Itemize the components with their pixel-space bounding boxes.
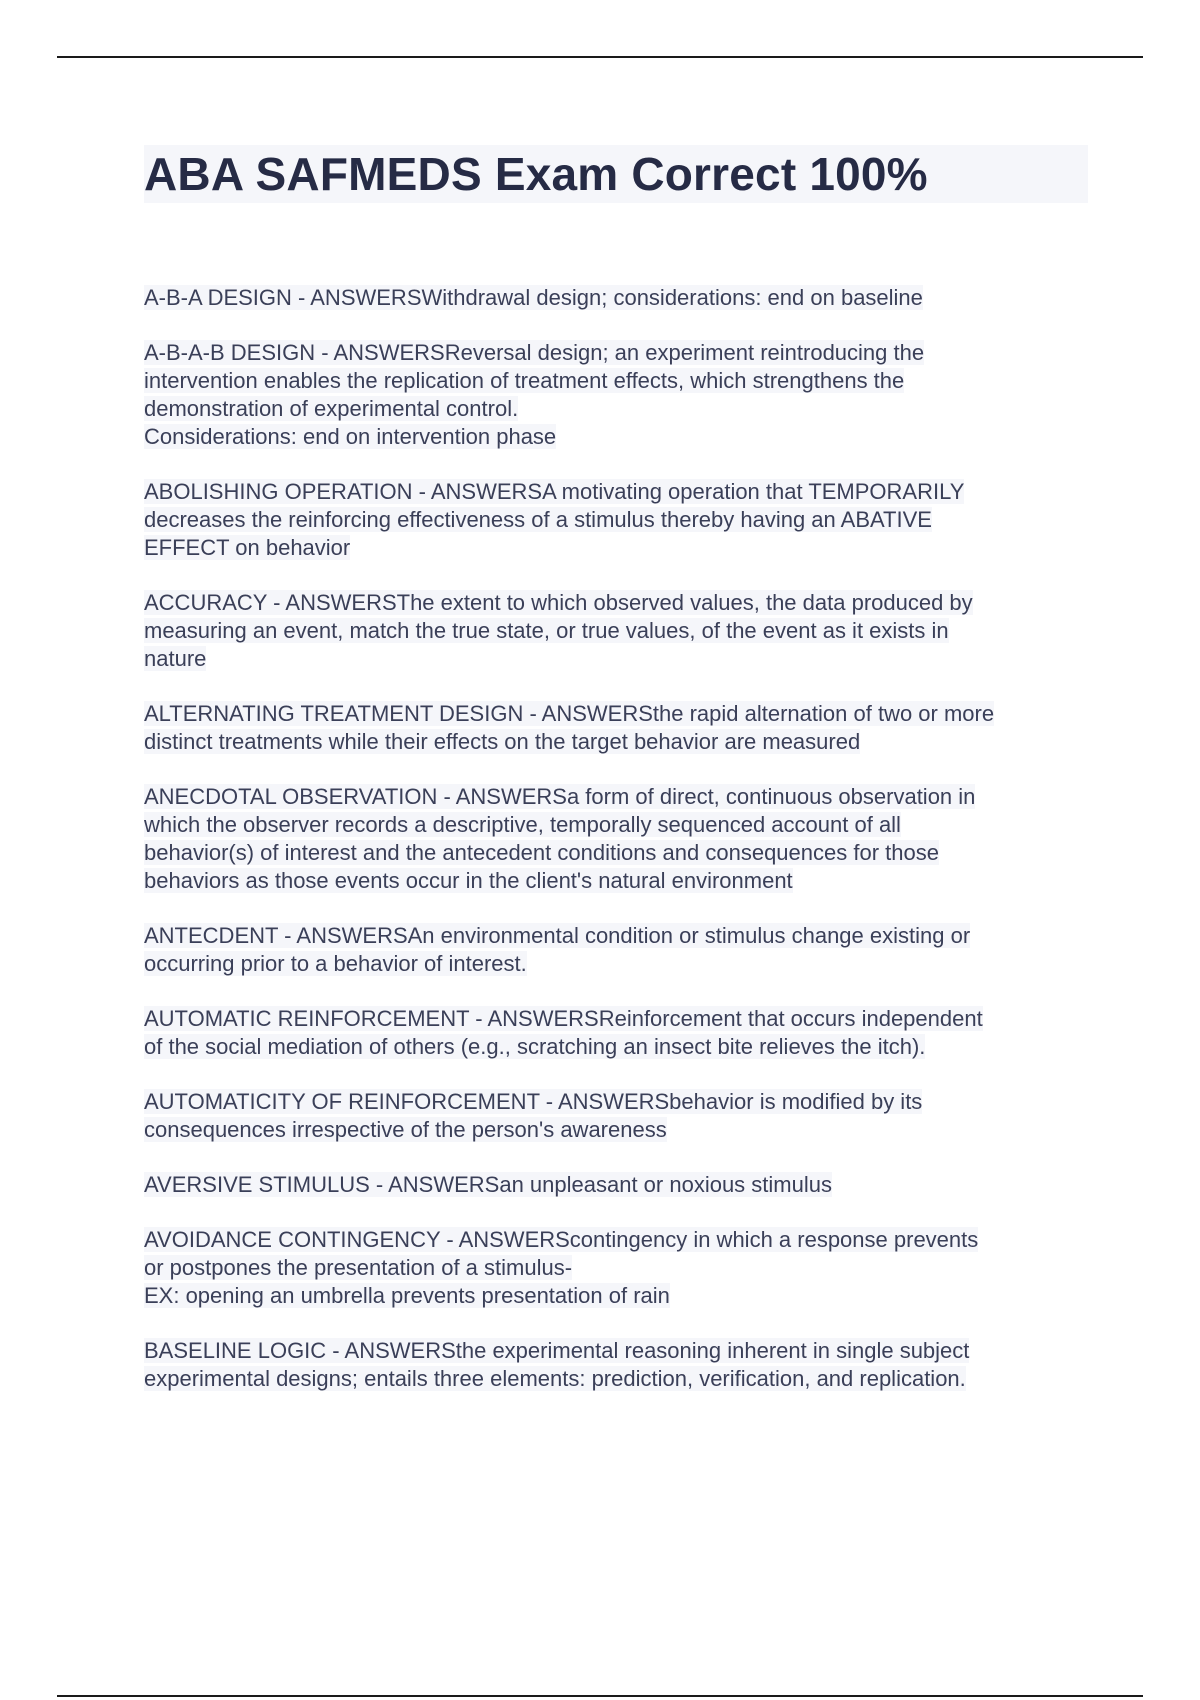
bottom-rule (57, 1695, 1143, 1697)
entry-text: ANTECDENT - ANSWERSAn environmental condition or stimulus change existing or (144, 923, 971, 948)
entry-text: A-B-A DESIGN - ANSWERSWithdrawal design; considerations: end on baseline (144, 285, 923, 310)
entry-text: BASELINE LOGIC - ANSWERSthe experimental reasoning inherent in single subject (144, 1338, 970, 1363)
entry-text-line (144, 478, 1090, 506)
entry-text: A-B-A-B DESIGN - ANSWERSReversal design; an experiment reintroducing the (144, 340, 925, 365)
entry-text: behavior(s) of interest and the antecedent conditions and consequences for those (144, 840, 939, 865)
entry-text-line (144, 617, 1090, 645)
entry-text-line (144, 950, 1090, 978)
entry-text: ANECDOTAL OBSERVATION - ANSWERSa form of direct, continuous observation in (144, 784, 976, 809)
entry-text: intervention enables the replication of treatment effects, which strengthens the (144, 368, 905, 393)
entry-text: behaviors as those events occur in the client's natural environment (144, 868, 793, 893)
entry-text-line (144, 839, 1090, 867)
entry-text: measuring an event, match the true state, or true values, of the event as it exists in (144, 618, 949, 643)
entry-text-line (144, 700, 1090, 728)
entry-text: nature (144, 646, 207, 671)
entry-text: EFFECT on behavior (144, 535, 351, 560)
entry-text-line (144, 867, 1090, 895)
flashcard-entry (144, 783, 1090, 895)
flashcard-list (144, 284, 1090, 1420)
entry-text: consequences irrespective of the person's awareness (144, 1117, 667, 1142)
entry-text: AVOIDANCE CONTINGENCY - ANSWERScontingency in which a response prevents (144, 1227, 979, 1252)
entry-text: Considerations: end on intervention phase (144, 424, 557, 449)
top-rule (57, 56, 1143, 58)
flashcard-entry (144, 339, 1090, 451)
entry-text-line (144, 339, 1090, 367)
entry-text: ABOLISHING OPERATION - ANSWERSA motivating operation that TEMPORARILY (144, 479, 965, 504)
entry-text: AUTOMATICITY OF REINFORCEMENT - ANSWERSbehavior is modified by its (144, 1089, 923, 1114)
entry-text-line (144, 367, 1090, 395)
entry-text-line (144, 1226, 1090, 1254)
entry-text-line (144, 284, 1090, 312)
entry-text: distinct treatments while their effects on the target behavior are measured (144, 729, 861, 754)
entry-text-line (144, 1116, 1090, 1144)
entry-text-line (144, 395, 1090, 423)
entry-text-line (144, 506, 1090, 534)
entry-text-line (144, 728, 1090, 756)
entry-text-line (144, 1282, 1090, 1310)
entry-text-line (144, 589, 1090, 617)
entry-text: or postpones the presentation of a stimulus- (144, 1255, 573, 1280)
entry-text: AVERSIVE STIMULUS - ANSWERSan unpleasant or noxious stimulus (144, 1172, 832, 1197)
entry-text: ALTERNATING TREATMENT DESIGN - ANSWERSthe rapid alternation of two or more (144, 701, 995, 726)
flashcard-entry (144, 1088, 1090, 1144)
entry-text-line (144, 423, 1090, 451)
flashcard-entry (144, 1171, 1090, 1199)
flashcard-entry (144, 922, 1090, 978)
entry-text: ACCURACY - ANSWERSThe extent to which observed values, the data produced by (144, 590, 973, 615)
entry-text: occurring prior to a behavior of interest. (144, 951, 527, 976)
entry-text-line (144, 534, 1090, 562)
entry-text: decreases the reinforcing effectiveness of a stimulus thereby having an ABATIVE (144, 507, 932, 532)
flashcard-entry (144, 1226, 1090, 1310)
flashcard-entry (144, 589, 1090, 673)
entry-text-line (144, 1254, 1090, 1282)
entry-text: demonstration of experimental control. (144, 396, 519, 421)
flashcard-entry (144, 284, 1090, 312)
entry-text: of the social mediation of others (e.g., scratching an insect bite relieves the itch). (144, 1034, 926, 1059)
entry-text-line (144, 783, 1090, 811)
entry-text-line (144, 645, 1090, 673)
entry-text-line (144, 1088, 1090, 1116)
flashcard-entry (144, 700, 1090, 756)
entry-text-line (144, 1171, 1090, 1199)
entry-text-line (144, 1365, 1090, 1393)
entry-text: which the observer records a descriptive, temporally sequenced account of all (144, 812, 901, 837)
flashcard-entry (144, 1337, 1090, 1393)
entry-text-line (144, 1005, 1090, 1033)
entry-text-line (144, 811, 1090, 839)
flashcard-entry (144, 478, 1090, 562)
entry-text: EX: opening an umbrella prevents presentation of rain (144, 1283, 670, 1308)
entry-text: experimental designs; entails three elements: prediction, verification, and replication. (144, 1366, 966, 1391)
entry-text: AUTOMATIC REINFORCEMENT - ANSWERSReinforcement that occurs independent (144, 1006, 983, 1031)
entry-text-line (144, 1033, 1090, 1061)
document-title: ABA SAFMEDS Exam Correct 100% (144, 145, 1088, 203)
entry-text-line (144, 922, 1090, 950)
flashcard-entry (144, 1005, 1090, 1061)
entry-text-line (144, 1337, 1090, 1365)
